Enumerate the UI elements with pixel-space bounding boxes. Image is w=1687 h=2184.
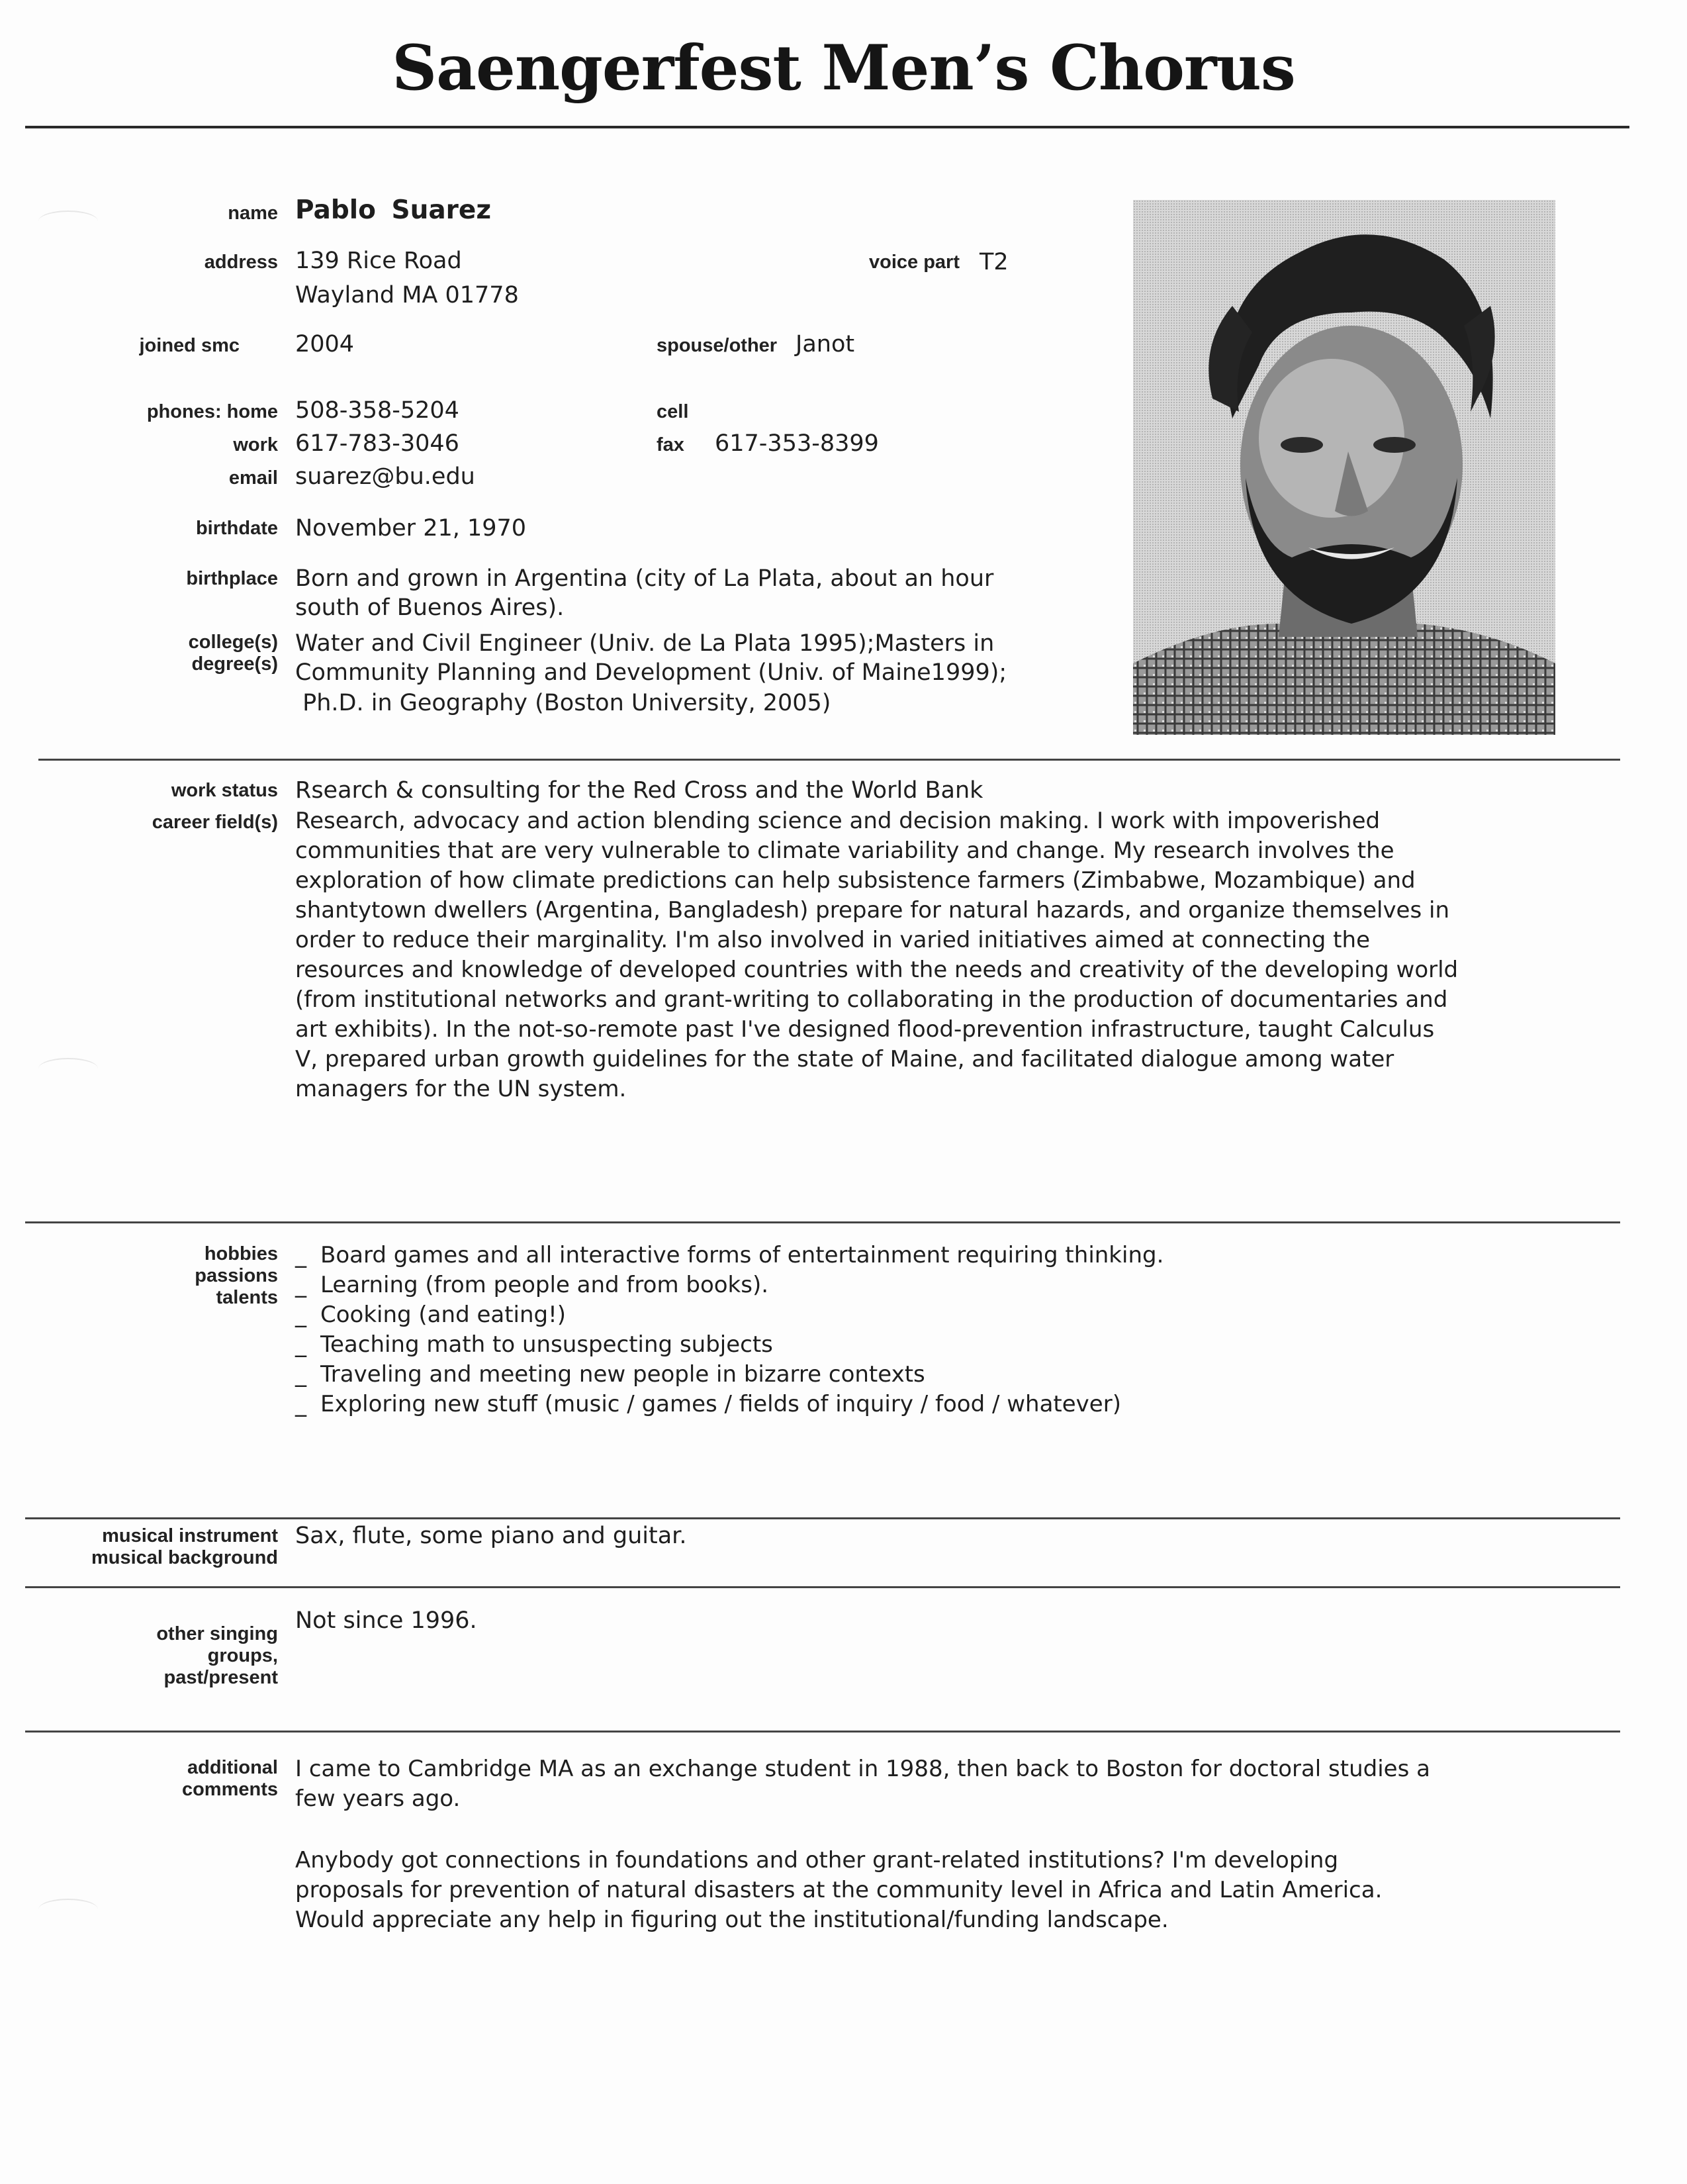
joined-label: joined smc [139,335,240,356]
title-divider [25,126,1629,128]
career-field-label: career field(s) [152,812,278,833]
career-field-text [295,806,1592,1104]
past-present-label: past/present [163,1667,278,1688]
bullet-dash: _ [295,1391,306,1417]
home-phone: 508-358-5204 [295,397,459,424]
career-line: V, prepared urban growth guidelines for the state of Maine, and facilitated dialogue among water [295,1046,1394,1072]
career-line: managers for the UN system. [295,1076,627,1102]
address-line-2: Wayland MA 01778 [295,282,519,309]
hobby-text: Teaching math to unsuspecting subjects [320,1331,773,1358]
comments-paragraph-2 [295,1846,1592,1935]
passions-label: passions [195,1265,278,1286]
punch-hole-mark [38,1899,98,1920]
career-line: shantytown dwellers (Argentina, Bangladesh) prepare for natural hazards, and organize themselves in [295,897,1449,924]
career-line: exploration of how climate predictions can help subsistence farmers (Zimbabwe, Mozambique) and [295,867,1416,894]
email-label: email [228,467,278,489]
college-line-3: Ph.D. in Geography (Boston University, 2005) [295,690,831,716]
list-item [295,1300,1592,1330]
work-status-label: work status [171,780,278,801]
work-phone: 617-783-3046 [295,430,459,457]
comment-line: proposals for prevention of natural disasters at the community level in Africa and Latin America. [295,1877,1383,1903]
member-photo [1133,200,1555,735]
fax-number: 617-353-8399 [715,430,879,457]
list-item [295,1360,1592,1390]
birthplace-line-1: Born and grown in Argentina (city of La Plata, about an hour [295,565,994,592]
section-divider-2 [25,1221,1620,1223]
work-status: Rsearch & consulting for the Red Cross and the World Bank [295,777,983,804]
birthdate-label: birthdate [195,518,278,539]
musical-instrument-label: musical instrument [102,1525,278,1546]
spouse-label: spouse/other [657,335,778,356]
college-label: college(s) [188,632,278,653]
comment-line: few years ago. [295,1785,461,1812]
hobbies-label: hobbies [204,1243,278,1264]
bullet-dash: _ [295,1242,306,1268]
cell-label: cell [657,401,689,422]
section-divider-3 [25,1517,1620,1519]
groups-label: groups, [207,1645,278,1666]
member-name: Pablo Suarez [295,195,492,225]
address-label: address [204,252,278,273]
name-label: name [228,203,278,224]
spouse-name: Janot [796,331,855,357]
bullet-dash: _ [295,1272,306,1298]
career-line: communities that are very vulnerable to climate variability and change. My research involves the [295,837,1394,864]
hobbies-list [295,1241,1592,1419]
other-singing-value: Not since 1996. [295,1607,477,1634]
college-line-2: Community Planning and Development (Univ. of Maine1999); [295,659,1007,686]
musical-value: Sax, flute, some piano and guitar. [295,1523,687,1549]
career-line: (from institutional networks and grant-writing to collaborating in the production of documentaries and [295,986,1448,1013]
birthplace-label: birthplace [186,568,278,589]
voice-part-label: voice part [869,252,960,273]
section-divider-1 [38,759,1620,761]
list-item [295,1270,1592,1300]
comment-line: Anybody got connections in foundations and other grant-related institutions? I'm developing [295,1847,1339,1874]
career-line: resources and knowledge of developed countries with the needs and creativity of the developing world [295,957,1459,983]
email-address: suarez@bu.edu [295,463,475,490]
musical-background-label: musical background [91,1547,278,1568]
talents-label: talents [216,1287,278,1308]
page-title: Saengerfest Men’s Chorus [392,32,1295,105]
punch-hole-mark [38,1058,98,1079]
bullet-dash: _ [295,1302,306,1328]
degree-label: degree(s) [191,653,278,675]
other-singing-label: other singing [156,1623,278,1644]
hobby-text: Cooking (and eating!) [320,1302,567,1328]
career-line: Research, advocacy and action blending science and decision making. I work with impoverished [295,808,1381,834]
college-line-1: Water and Civil Engineer (Univ. de La Plata 1995);Masters in [295,630,995,657]
list-item [295,1241,1592,1270]
hobby-text: Traveling and meeting new people in bizarre contexts [320,1361,925,1388]
section-divider-4 [25,1586,1620,1588]
work-phone-label: work [233,434,278,455]
hobby-text: Board games and all interactive forms of entertainment requiring thinking. [320,1242,1164,1268]
birthplace-line-2: south of Buenos Aires). [295,594,565,621]
voice-part: T2 [980,249,1009,275]
hobby-text: Learning (from people and from books). [320,1272,769,1298]
comments-paragraph-1 [295,1754,1592,1814]
list-item [295,1330,1592,1360]
comment-line: I came to Cambridge MA as an exchange student in 1988, then back to Boston for doctoral studies a [295,1756,1430,1782]
additional-label: additional [187,1757,278,1778]
portrait-image [1133,200,1555,735]
career-line: order to reduce their marginality. I'm also involved in varied initiatives aimed at connecting the [295,927,1370,953]
bullet-dash: _ [295,1361,306,1388]
comments-label: comments [181,1779,278,1800]
comment-line: Would appreciate any help in figuring out the institutional/funding landscape. [295,1907,1169,1933]
career-line: art exhibits). In the not-so-remote past I've designed flood-prevention infrastructure, taught Calculus [295,1016,1435,1043]
bullet-dash: _ [295,1331,306,1358]
hobby-text: Exploring new stuff (music / games / fields of inquiry / food / whatever) [320,1391,1121,1417]
list-item [295,1390,1592,1419]
phones-home-label: phones: home [146,401,278,422]
joined-year: 2004 [295,331,355,357]
birthdate: November 21, 1970 [295,515,527,542]
address-line-1: 139 Rice Road [295,248,462,274]
fax-label: fax [657,434,684,455]
section-divider-5 [25,1731,1620,1733]
